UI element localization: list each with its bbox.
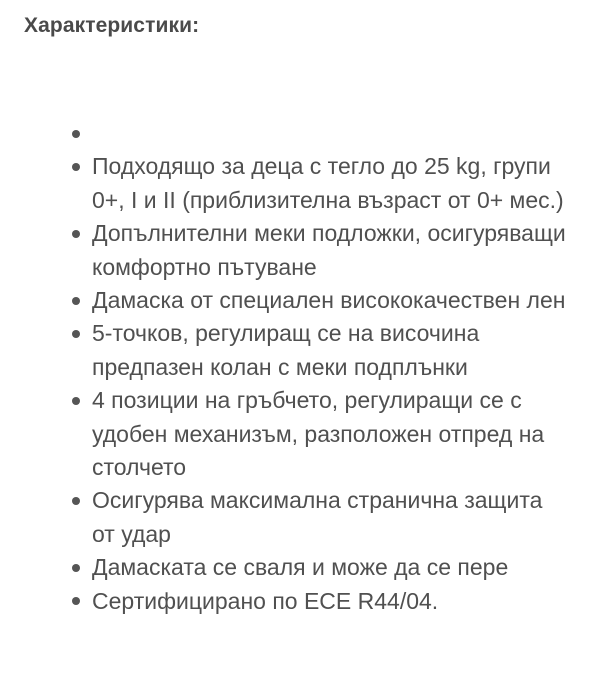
list-item xyxy=(0,551,570,584)
list-item xyxy=(0,317,570,384)
bullet-icon xyxy=(72,230,80,238)
features-list xyxy=(0,117,570,618)
section-heading: Характеристики: xyxy=(24,14,200,37)
bullet-icon xyxy=(72,163,80,171)
list-item-text: Сертифицирано по ECE R44/04. xyxy=(92,587,439,614)
list-item-text: Дамаска от специален висококачествен лен xyxy=(92,287,566,314)
bullet-icon xyxy=(72,564,80,572)
bullet-icon xyxy=(72,597,80,605)
list-item-text: Осигурява максимална странична защита от удар xyxy=(92,487,543,547)
list-item xyxy=(0,150,570,217)
list-item xyxy=(0,284,570,317)
list-item xyxy=(0,217,570,284)
list-item xyxy=(0,585,570,618)
bullet-icon xyxy=(72,330,80,338)
bullet-icon xyxy=(72,397,80,405)
bullet-icon xyxy=(72,497,80,505)
list-item-text: 4 позиции на гръбчето, регулиращи се с удобен механизъм, разположен отпред на столчето xyxy=(92,387,545,481)
bullet-icon xyxy=(72,297,80,305)
list-item xyxy=(0,484,570,551)
list-item xyxy=(0,384,570,484)
list-item-text: Дамаската се сваля и може да се пере xyxy=(92,554,509,581)
list-item-text: Подходящо за деца с тегло до 25 kg, групи 0+, I и II (приблизителна възраст от 0+ мес.) xyxy=(92,153,564,213)
bullet-icon xyxy=(72,130,80,138)
list-item-text: 5-точков, регулиращ се на височина предпазен колан с меки подплънки xyxy=(92,320,480,380)
list-item-empty xyxy=(0,117,570,150)
list-item-text: Допълнителни меки подложки, осигуряващи комфортно пътуване xyxy=(92,220,566,280)
